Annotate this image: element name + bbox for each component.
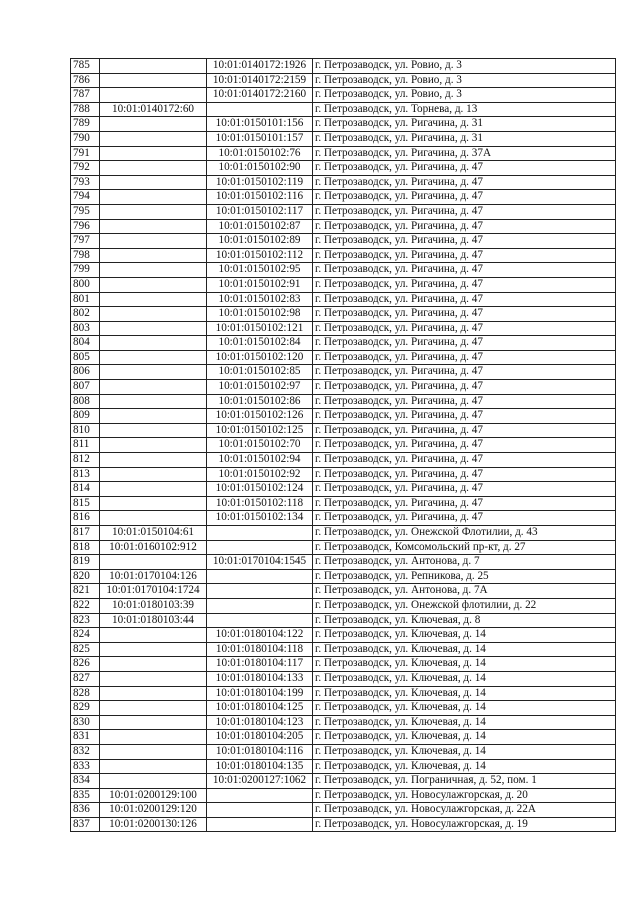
land-cadastral-number-cell [100, 774, 207, 789]
address-cell: г. Петрозаводск, ул. Ригачина, д. 47 [313, 204, 616, 219]
table-row [71, 161, 616, 176]
table-row [71, 598, 616, 613]
table-row [71, 234, 616, 249]
building-cadastral-number-cell: 10:01:0180104:133 [207, 671, 313, 686]
land-cadastral-number-cell: 10:01:0200129:120 [100, 803, 207, 818]
building-cadastral-number-cell: 10:01:0180104:117 [207, 657, 313, 672]
land-cadastral-number-cell: 10:01:0160102:912 [100, 540, 207, 555]
table-row [71, 526, 616, 541]
row-number-cell: 795 [71, 204, 100, 219]
address-cell: г. Петрозаводск, ул. Ключевая, д. 14 [313, 642, 616, 657]
land-cadastral-number-cell [100, 88, 207, 103]
building-cadastral-number-cell [207, 526, 313, 541]
address-cell: г. Петрозаводск, ул. Антонова, д. 7 [313, 555, 616, 570]
row-number-cell: 799 [71, 263, 100, 278]
row-number-cell: 816 [71, 511, 100, 526]
row-number-cell: 834 [71, 774, 100, 789]
table-row [71, 219, 616, 234]
building-cadastral-number-cell: 10:01:0150102:83 [207, 292, 313, 307]
row-number-cell: 801 [71, 292, 100, 307]
address-cell: г. Петрозаводск, ул. Репникова, д. 25 [313, 569, 616, 584]
address-cell: г. Петрозаводск, ул. Ключевая, д. 14 [313, 701, 616, 716]
table-row [71, 248, 616, 263]
land-cadastral-number-cell [100, 380, 207, 395]
table-row [71, 102, 616, 117]
land-cadastral-number-cell [100, 628, 207, 643]
land-cadastral-number-cell [100, 161, 207, 176]
row-number-cell: 796 [71, 219, 100, 234]
row-number-cell: 790 [71, 131, 100, 146]
land-cadastral-number-cell [100, 453, 207, 468]
table-row [71, 307, 616, 322]
land-cadastral-number-cell: 10:01:0180103:39 [100, 598, 207, 613]
address-cell: г. Петрозаводск, ул. Ключевая, д. 14 [313, 759, 616, 774]
row-number-cell: 818 [71, 540, 100, 555]
table-row [71, 409, 616, 424]
land-cadastral-number-cell [100, 511, 207, 526]
table-row [71, 817, 616, 832]
building-cadastral-number-cell: 10:01:0150102:95 [207, 263, 313, 278]
address-cell: г. Петрозаводск, ул. Ригачина, д. 47 [313, 423, 616, 438]
row-number-cell: 832 [71, 744, 100, 759]
row-number-cell: 789 [71, 117, 100, 132]
land-cadastral-number-cell [100, 730, 207, 745]
building-cadastral-number-cell [207, 102, 313, 117]
row-number-cell: 825 [71, 642, 100, 657]
row-number-cell: 822 [71, 598, 100, 613]
table-row [71, 263, 616, 278]
land-cadastral-number-cell [100, 248, 207, 263]
row-number-cell: 814 [71, 482, 100, 497]
building-cadastral-number-cell: 10:01:0180104:205 [207, 730, 313, 745]
row-number-cell: 810 [71, 423, 100, 438]
row-number-cell: 831 [71, 730, 100, 745]
row-number-cell: 817 [71, 526, 100, 541]
table-row [71, 803, 616, 818]
row-number-cell: 794 [71, 190, 100, 205]
land-cadastral-number-cell [100, 394, 207, 409]
table-row [71, 190, 616, 205]
row-number-cell: 820 [71, 569, 100, 584]
address-cell: г. Петрозаводск, ул. Ригачина, д. 47 [313, 190, 616, 205]
land-cadastral-number-cell [100, 59, 207, 74]
table-row [71, 628, 616, 643]
address-cell: г. Петрозаводск, ул. Ригачина, д. 47 [313, 307, 616, 322]
land-cadastral-number-cell: 10:01:0200129:100 [100, 788, 207, 803]
table-row [71, 788, 616, 803]
address-cell: г. Петрозаводск, ул. Ригачина, д. 47 [313, 336, 616, 351]
land-cadastral-number-cell [100, 175, 207, 190]
building-cadastral-number-cell: 10:01:0180104:123 [207, 715, 313, 730]
table-row [71, 73, 616, 88]
row-number-cell: 792 [71, 161, 100, 176]
land-cadastral-number-cell [100, 292, 207, 307]
land-cadastral-number-cell [100, 321, 207, 336]
building-cadastral-number-cell: 10:01:0140172:2160 [207, 88, 313, 103]
row-number-cell: 821 [71, 584, 100, 599]
land-cadastral-number-cell [100, 336, 207, 351]
address-cell: г. Петрозаводск, ул. Ригачина, д. 47 [313, 350, 616, 365]
address-cell: г. Петрозаводск, ул. Ригачина, д. 47 [313, 248, 616, 263]
address-cell: г. Петрозаводск, ул. Ригачина, д. 47 [313, 292, 616, 307]
building-cadastral-number-cell: 10:01:0150102:92 [207, 467, 313, 482]
table-row [71, 730, 616, 745]
land-cadastral-number-cell [100, 686, 207, 701]
address-cell: г. Петрозаводск, Комсомольский пр-кт, д. 27 [313, 540, 616, 555]
row-number-cell: 806 [71, 365, 100, 380]
land-cadastral-number-cell [100, 117, 207, 132]
row-number-cell: 800 [71, 277, 100, 292]
table-row [71, 453, 616, 468]
row-number-cell: 802 [71, 307, 100, 322]
table-row [71, 59, 616, 74]
land-cadastral-number-cell [100, 365, 207, 380]
land-cadastral-number-cell [100, 671, 207, 686]
address-cell: г. Петрозаводск, ул. Ригачина, д. 47 [313, 380, 616, 395]
row-number-cell: 835 [71, 788, 100, 803]
address-cell: г. Петрозаводск, ул. Ригачина, д. 47 [313, 482, 616, 497]
table-row [71, 569, 616, 584]
address-cell: г. Петрозаводск, ул. Ригачина, д. 47 [313, 161, 616, 176]
row-number-cell: 828 [71, 686, 100, 701]
address-cell: г. Петрозаводск, ул. Новосулажгорская, д. 20 [313, 788, 616, 803]
land-cadastral-number-cell [100, 467, 207, 482]
address-cell: г. Петрозаводск, ул. Онежской Флотилии, д. 43 [313, 526, 616, 541]
building-cadastral-number-cell: 10:01:0150102:84 [207, 336, 313, 351]
land-cadastral-number-cell: 10:01:0170104:126 [100, 569, 207, 584]
building-cadastral-number-cell: 10:01:0140172:2159 [207, 73, 313, 88]
building-cadastral-number-cell [207, 803, 313, 818]
land-cadastral-number-cell [100, 409, 207, 424]
row-number-cell: 788 [71, 102, 100, 117]
land-cadastral-number-cell: 10:01:0200130:126 [100, 817, 207, 832]
address-cell: г. Петрозаводск, ул. Ключевая, д. 14 [313, 744, 616, 759]
table-row [71, 686, 616, 701]
row-number-cell: 787 [71, 88, 100, 103]
row-number-cell: 827 [71, 671, 100, 686]
table-row [71, 292, 616, 307]
address-cell: г. Петрозаводск, ул. Ключевая, д. 8 [313, 613, 616, 628]
address-cell: г. Петрозаводск, ул. Ригачина, д. 37А [313, 146, 616, 161]
address-cell: г. Петрозаводск, ул. Ригачина, д. 47 [313, 511, 616, 526]
building-cadastral-number-cell: 10:01:0150102:112 [207, 248, 313, 263]
land-cadastral-number-cell [100, 277, 207, 292]
table-row [71, 131, 616, 146]
address-cell: г. Петрозаводск, ул. Ключевая, д. 14 [313, 730, 616, 745]
building-cadastral-number-cell: 10:01:0150102:116 [207, 190, 313, 205]
table-row [71, 88, 616, 103]
land-cadastral-number-cell [100, 555, 207, 570]
building-cadastral-number-cell [207, 788, 313, 803]
address-cell: г. Петрозаводск, ул. Ключевая, д. 14 [313, 671, 616, 686]
table-row [71, 321, 616, 336]
address-cell: г. Петрозаводск, ул. Новосулажгорская, д. 19 [313, 817, 616, 832]
table-row [71, 701, 616, 716]
land-cadastral-number-cell [100, 759, 207, 774]
address-cell: г. Петрозаводск, ул. Ригачина, д. 31 [313, 131, 616, 146]
table-row [71, 380, 616, 395]
address-cell: г. Петрозаводск, ул. Антонова, д. 7А [313, 584, 616, 599]
address-cell: г. Петрозаводск, ул. Ригачина, д. 47 [313, 409, 616, 424]
building-cadastral-number-cell: 10:01:0150102:89 [207, 234, 313, 249]
land-cadastral-number-cell [100, 423, 207, 438]
building-cadastral-number-cell: 10:01:0150102:90 [207, 161, 313, 176]
row-number-cell: 798 [71, 248, 100, 263]
building-cadastral-number-cell: 10:01:0150102:85 [207, 365, 313, 380]
property-registry-table [70, 58, 616, 832]
table-row [71, 438, 616, 453]
table-row [71, 744, 616, 759]
address-cell: г. Петрозаводск, ул. Онежской флотилии, д. 22 [313, 598, 616, 613]
land-cadastral-number-cell [100, 204, 207, 219]
building-cadastral-number-cell: 10:01:0150102:94 [207, 453, 313, 468]
land-cadastral-number-cell [100, 715, 207, 730]
row-number-cell: 804 [71, 336, 100, 351]
building-cadastral-number-cell: 10:01:0150102:121 [207, 321, 313, 336]
table-row [71, 642, 616, 657]
land-cadastral-number-cell [100, 642, 207, 657]
address-cell: г. Петрозаводск, ул. Ровио, д. 3 [313, 59, 616, 74]
table-row [71, 175, 616, 190]
row-number-cell: 826 [71, 657, 100, 672]
table-row [71, 671, 616, 686]
table-row [71, 613, 616, 628]
building-cadastral-number-cell [207, 584, 313, 599]
building-cadastral-number-cell: 10:01:0140172:1926 [207, 59, 313, 74]
land-cadastral-number-cell [100, 657, 207, 672]
row-number-cell: 786 [71, 73, 100, 88]
address-cell: г. Петрозаводск, ул. Ригачина, д. 47 [313, 438, 616, 453]
building-cadastral-number-cell: 10:01:0150102:118 [207, 496, 313, 511]
land-cadastral-number-cell [100, 146, 207, 161]
land-cadastral-number-cell [100, 307, 207, 322]
table-row [71, 715, 616, 730]
building-cadastral-number-cell: 10:01:0150102:119 [207, 175, 313, 190]
address-cell: г. Петрозаводск, ул. Ровио, д. 3 [313, 73, 616, 88]
table-row [71, 204, 616, 219]
table-row [71, 657, 616, 672]
land-cadastral-number-cell [100, 190, 207, 205]
address-cell: г. Петрозаводск, ул. Новосулажгорская, д. 22А [313, 803, 616, 818]
land-cadastral-number-cell [100, 701, 207, 716]
building-cadastral-number-cell: 10:01:0180104:199 [207, 686, 313, 701]
building-cadastral-number-cell [207, 540, 313, 555]
building-cadastral-number-cell [207, 817, 313, 832]
table-row [71, 423, 616, 438]
table-row [71, 584, 616, 599]
row-number-cell: 836 [71, 803, 100, 818]
land-cadastral-number-cell: 10:01:0140172:60 [100, 102, 207, 117]
building-cadastral-number-cell: 10:01:0150102:70 [207, 438, 313, 453]
row-number-cell: 805 [71, 350, 100, 365]
row-number-cell: 812 [71, 453, 100, 468]
table-row [71, 555, 616, 570]
row-number-cell: 808 [71, 394, 100, 409]
land-cadastral-number-cell [100, 73, 207, 88]
land-cadastral-number-cell [100, 438, 207, 453]
address-cell: г. Петрозаводск, ул. Пограничная, д. 52, пом. 1 [313, 774, 616, 789]
building-cadastral-number-cell: 10:01:0150102:87 [207, 219, 313, 234]
row-number-cell: 833 [71, 759, 100, 774]
address-cell: г. Петрозаводск, ул. Ригачина, д. 47 [313, 496, 616, 511]
building-cadastral-number-cell: 10:01:0150102:125 [207, 423, 313, 438]
address-cell: г. Петрозаводск, ул. Ригачина, д. 47 [313, 321, 616, 336]
building-cadastral-number-cell: 10:01:0180104:118 [207, 642, 313, 657]
address-cell: г. Петрозаводск, ул. Ригачина, д. 47 [313, 467, 616, 482]
building-cadastral-number-cell: 10:01:0150102:76 [207, 146, 313, 161]
land-cadastral-number-cell: 10:01:0180103:44 [100, 613, 207, 628]
row-number-cell: 837 [71, 817, 100, 832]
address-cell: г. Петрозаводск, ул. Ригачина, д. 47 [313, 263, 616, 278]
building-cadastral-number-cell: 10:01:0200127:1062 [207, 774, 313, 789]
land-cadastral-number-cell [100, 131, 207, 146]
table-row [71, 365, 616, 380]
land-cadastral-number-cell: 10:01:0150104:61 [100, 526, 207, 541]
building-cadastral-number-cell: 10:01:0150102:117 [207, 204, 313, 219]
table-row [71, 277, 616, 292]
table-row [71, 467, 616, 482]
building-cadastral-number-cell: 10:01:0180104:125 [207, 701, 313, 716]
row-number-cell: 824 [71, 628, 100, 643]
address-cell: г. Петрозаводск, ул. Ключевая, д. 14 [313, 657, 616, 672]
row-number-cell: 813 [71, 467, 100, 482]
address-cell: г. Петрозаводск, ул. Торнева, д. 13 [313, 102, 616, 117]
building-cadastral-number-cell: 10:01:0150102:134 [207, 511, 313, 526]
building-cadastral-number-cell: 10:01:0150101:156 [207, 117, 313, 132]
address-cell: г. Петрозаводск, ул. Ригачина, д. 31 [313, 117, 616, 132]
table-row [71, 350, 616, 365]
building-cadastral-number-cell: 10:01:0150102:86 [207, 394, 313, 409]
table-row [71, 394, 616, 409]
building-cadastral-number-cell [207, 569, 313, 584]
table-row [71, 759, 616, 774]
land-cadastral-number-cell [100, 496, 207, 511]
building-cadastral-number-cell: 10:01:0150101:157 [207, 131, 313, 146]
address-cell: г. Петрозаводск, ул. Ригачина, д. 47 [313, 277, 616, 292]
address-cell: г. Петрозаводск, ул. Ключевая, д. 14 [313, 715, 616, 730]
table-row [71, 511, 616, 526]
address-cell: г. Петрозаводск, ул. Ровио, д. 3 [313, 88, 616, 103]
building-cadastral-number-cell [207, 598, 313, 613]
address-cell: г. Петрозаводск, ул. Ригачина, д. 47 [313, 453, 616, 468]
row-number-cell: 785 [71, 59, 100, 74]
table-row [71, 336, 616, 351]
building-cadastral-number-cell: 10:01:0180104:116 [207, 744, 313, 759]
building-cadastral-number-cell: 10:01:0170104:1545 [207, 555, 313, 570]
address-cell: г. Петрозаводск, ул. Ригачина, д. 47 [313, 234, 616, 249]
land-cadastral-number-cell: 10:01:0170104:1724 [100, 584, 207, 599]
building-cadastral-number-cell: 10:01:0180104:122 [207, 628, 313, 643]
address-cell: г. Петрозаводск, ул. Ключевая, д. 14 [313, 686, 616, 701]
row-number-cell: 791 [71, 146, 100, 161]
land-cadastral-number-cell [100, 234, 207, 249]
registry-table-body [71, 59, 616, 832]
table-row [71, 146, 616, 161]
row-number-cell: 803 [71, 321, 100, 336]
row-number-cell: 829 [71, 701, 100, 716]
building-cadastral-number-cell: 10:01:0150102:98 [207, 307, 313, 322]
table-row [71, 496, 616, 511]
row-number-cell: 807 [71, 380, 100, 395]
row-number-cell: 793 [71, 175, 100, 190]
row-number-cell: 830 [71, 715, 100, 730]
address-cell: г. Петрозаводск, ул. Ключевая, д. 14 [313, 628, 616, 643]
table-row [71, 540, 616, 555]
building-cadastral-number-cell: 10:01:0150102:120 [207, 350, 313, 365]
address-cell: г. Петрозаводск, ул. Ригачина, д. 47 [313, 219, 616, 234]
address-cell: г. Петрозаводск, ул. Ригачина, д. 47 [313, 175, 616, 190]
address-cell: г. Петрозаводск, ул. Ригачина, д. 47 [313, 394, 616, 409]
row-number-cell: 809 [71, 409, 100, 424]
building-cadastral-number-cell [207, 613, 313, 628]
row-number-cell: 797 [71, 234, 100, 249]
building-cadastral-number-cell: 10:01:0150102:124 [207, 482, 313, 497]
land-cadastral-number-cell [100, 350, 207, 365]
row-number-cell: 819 [71, 555, 100, 570]
building-cadastral-number-cell: 10:01:0180104:135 [207, 759, 313, 774]
table-row [71, 117, 616, 132]
land-cadastral-number-cell [100, 263, 207, 278]
row-number-cell: 811 [71, 438, 100, 453]
table-row [71, 482, 616, 497]
address-cell: г. Петрозаводск, ул. Ригачина, д. 47 [313, 365, 616, 380]
building-cadastral-number-cell: 10:01:0150102:97 [207, 380, 313, 395]
table-row [71, 774, 616, 789]
land-cadastral-number-cell [100, 744, 207, 759]
row-number-cell: 823 [71, 613, 100, 628]
building-cadastral-number-cell: 10:01:0150102:91 [207, 277, 313, 292]
land-cadastral-number-cell [100, 482, 207, 497]
row-number-cell: 815 [71, 496, 100, 511]
building-cadastral-number-cell: 10:01:0150102:126 [207, 409, 313, 424]
land-cadastral-number-cell [100, 219, 207, 234]
